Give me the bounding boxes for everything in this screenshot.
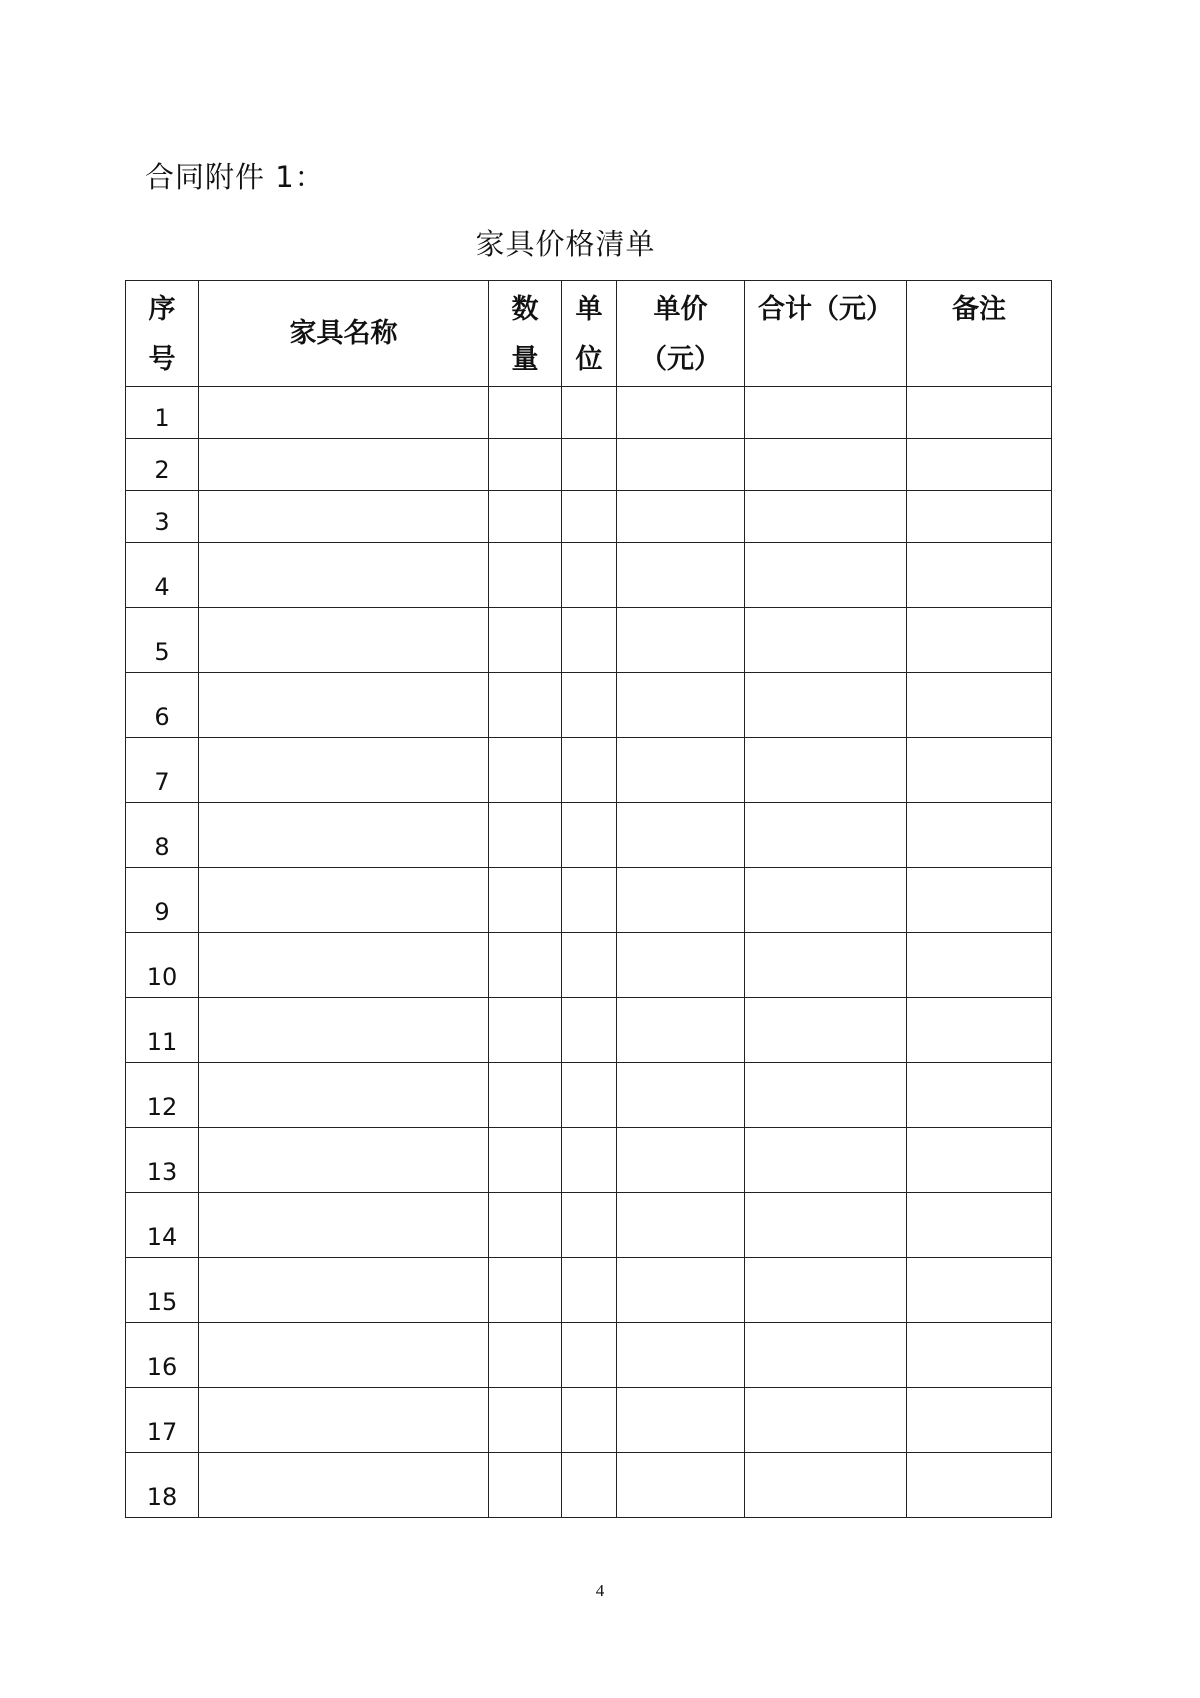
cell-quantity	[489, 387, 562, 439]
cell-name	[199, 491, 489, 543]
cell-unit	[562, 803, 617, 868]
cell-unit	[562, 491, 617, 543]
cell-unit-price	[617, 387, 745, 439]
cell-total	[745, 1193, 907, 1258]
row-index-cell: 5	[126, 608, 199, 673]
cell-remark	[907, 998, 1052, 1063]
cell-name	[199, 387, 489, 439]
cell-quantity	[489, 439, 562, 491]
header-remark: 备注	[907, 281, 1052, 387]
header-unit-price	[617, 281, 745, 387]
cell-name	[199, 1128, 489, 1193]
cell-quantity	[489, 543, 562, 608]
cell-name	[199, 1258, 489, 1323]
table-row	[126, 803, 1052, 868]
table-row	[126, 673, 1052, 738]
cell-name	[199, 868, 489, 933]
header-quantity-line1: 数	[511, 294, 539, 325]
cell-unit	[562, 543, 617, 608]
table-row	[126, 1193, 1052, 1258]
cell-unit-price	[617, 868, 745, 933]
header-index-line1: 序	[148, 294, 176, 325]
cell-quantity	[489, 1128, 562, 1193]
row-index-cell: 11	[126, 998, 199, 1063]
table-row	[126, 738, 1052, 803]
cell-unit-price	[617, 543, 745, 608]
header-quantity-line2: 量	[511, 344, 539, 375]
page-number: 4	[595, 1581, 605, 1600]
table-row	[126, 608, 1052, 673]
cell-total	[745, 933, 907, 998]
cell-unit-price	[617, 738, 745, 803]
row-index-cell: 2	[126, 439, 199, 491]
cell-quantity	[489, 1193, 562, 1258]
cell-quantity	[489, 998, 562, 1063]
header-unit	[562, 281, 617, 387]
furniture-price-table	[125, 280, 1052, 1518]
row-index-cell: 16	[126, 1323, 199, 1388]
cell-quantity	[489, 1388, 562, 1453]
row-index-cell: 12	[126, 1063, 199, 1128]
cell-unit	[562, 1193, 617, 1258]
row-index-cell: 15	[126, 1258, 199, 1323]
cell-total	[745, 1388, 907, 1453]
row-index-cell: 17	[126, 1388, 199, 1453]
cell-name	[199, 1063, 489, 1128]
document-title: 家具价格清单	[475, 227, 656, 261]
cell-remark	[907, 543, 1052, 608]
cell-unit	[562, 608, 617, 673]
row-index-cell: 7	[126, 738, 199, 803]
table-header-row	[126, 281, 1052, 387]
table-row	[126, 1453, 1052, 1518]
cell-name	[199, 1453, 489, 1518]
cell-unit	[562, 998, 617, 1063]
cell-quantity	[489, 933, 562, 998]
cell-unit-price	[617, 1453, 745, 1518]
table-row	[126, 387, 1052, 439]
header-unit-line2: 位	[575, 344, 603, 375]
cell-quantity	[489, 1063, 562, 1128]
row-index-cell: 6	[126, 673, 199, 738]
cell-name	[199, 608, 489, 673]
cell-unit	[562, 933, 617, 998]
header-total: 合计（元）	[745, 281, 907, 387]
header-unit-price-line1: 单价	[653, 294, 708, 325]
cell-unit	[562, 1258, 617, 1323]
header-unit-price-line2: （元）	[640, 344, 721, 375]
header-index-line2: 号	[148, 344, 176, 375]
cell-total	[745, 803, 907, 868]
cell-unit	[562, 1063, 617, 1128]
table-row	[126, 998, 1052, 1063]
cell-quantity	[489, 1453, 562, 1518]
cell-quantity	[489, 1258, 562, 1323]
table-row	[126, 1258, 1052, 1323]
table-row	[126, 439, 1052, 491]
cell-unit	[562, 1453, 617, 1518]
cell-quantity	[489, 738, 562, 803]
cell-unit-price	[617, 1193, 745, 1258]
cell-remark	[907, 738, 1052, 803]
cell-unit-price	[617, 1128, 745, 1193]
cell-remark	[907, 387, 1052, 439]
header-index	[126, 281, 199, 387]
table-body	[126, 387, 1052, 1518]
cell-unit	[562, 439, 617, 491]
cell-quantity	[489, 803, 562, 868]
cell-unit-price	[617, 933, 745, 998]
table-row	[126, 1388, 1052, 1453]
header-unit-line1: 单	[575, 294, 603, 325]
cell-unit	[562, 1388, 617, 1453]
row-index-cell: 8	[126, 803, 199, 868]
attachment-label: 合同附件 1：	[145, 160, 325, 194]
cell-remark	[907, 1453, 1052, 1518]
cell-total	[745, 998, 907, 1063]
header-furniture-name: 家具名称	[199, 281, 489, 387]
cell-unit-price	[617, 608, 745, 673]
cell-unit	[562, 387, 617, 439]
cell-quantity	[489, 868, 562, 933]
cell-unit	[562, 868, 617, 933]
cell-unit-price	[617, 998, 745, 1063]
cell-remark	[907, 1128, 1052, 1193]
cell-unit	[562, 1323, 617, 1388]
cell-quantity	[489, 1323, 562, 1388]
cell-total	[745, 543, 907, 608]
cell-unit-price	[617, 1063, 745, 1128]
cell-name	[199, 933, 489, 998]
cell-unit-price	[617, 439, 745, 491]
cell-quantity	[489, 608, 562, 673]
cell-remark	[907, 1388, 1052, 1453]
row-index-cell: 18	[126, 1453, 199, 1518]
table-row	[126, 1323, 1052, 1388]
cell-remark	[907, 1258, 1052, 1323]
cell-remark	[907, 933, 1052, 998]
row-index-cell: 3	[126, 491, 199, 543]
cell-remark	[907, 868, 1052, 933]
cell-total	[745, 868, 907, 933]
row-index-cell: 4	[126, 543, 199, 608]
cell-unit-price	[617, 803, 745, 868]
cell-name	[199, 673, 489, 738]
cell-remark	[907, 673, 1052, 738]
cell-unit-price	[617, 1258, 745, 1323]
cell-name	[199, 1193, 489, 1258]
cell-total	[745, 1063, 907, 1128]
cell-unit	[562, 738, 617, 803]
table-row	[126, 1128, 1052, 1193]
cell-remark	[907, 803, 1052, 868]
cell-unit-price	[617, 1323, 745, 1388]
cell-total	[745, 439, 907, 491]
table-row	[126, 1063, 1052, 1128]
row-index-cell: 9	[126, 868, 199, 933]
row-index-cell: 14	[126, 1193, 199, 1258]
header-quantity	[489, 281, 562, 387]
cell-total	[745, 1128, 907, 1193]
cell-remark	[907, 491, 1052, 543]
cell-unit	[562, 1128, 617, 1193]
row-index-cell: 10	[126, 933, 199, 998]
cell-name	[199, 998, 489, 1063]
cell-name	[199, 543, 489, 608]
cell-name	[199, 1323, 489, 1388]
table-row	[126, 868, 1052, 933]
cell-unit	[562, 673, 617, 738]
cell-total	[745, 608, 907, 673]
cell-total	[745, 1258, 907, 1323]
cell-quantity	[489, 491, 562, 543]
cell-total	[745, 738, 907, 803]
table-row	[126, 491, 1052, 543]
table-row	[126, 933, 1052, 998]
cell-unit-price	[617, 491, 745, 543]
cell-remark	[907, 439, 1052, 491]
cell-remark	[907, 1323, 1052, 1388]
cell-name	[199, 738, 489, 803]
cell-quantity	[489, 673, 562, 738]
cell-name	[199, 1388, 489, 1453]
cell-remark	[907, 608, 1052, 673]
table-row	[126, 543, 1052, 608]
cell-total	[745, 1323, 907, 1388]
cell-total	[745, 1453, 907, 1518]
cell-total	[745, 387, 907, 439]
cell-name	[199, 439, 489, 491]
cell-unit-price	[617, 1388, 745, 1453]
cell-total	[745, 491, 907, 543]
row-index-cell: 13	[126, 1128, 199, 1193]
row-index-cell: 1	[126, 387, 199, 439]
cell-remark	[907, 1193, 1052, 1258]
cell-remark	[907, 1063, 1052, 1128]
cell-unit-price	[617, 673, 745, 738]
cell-total	[745, 673, 907, 738]
cell-name	[199, 803, 489, 868]
